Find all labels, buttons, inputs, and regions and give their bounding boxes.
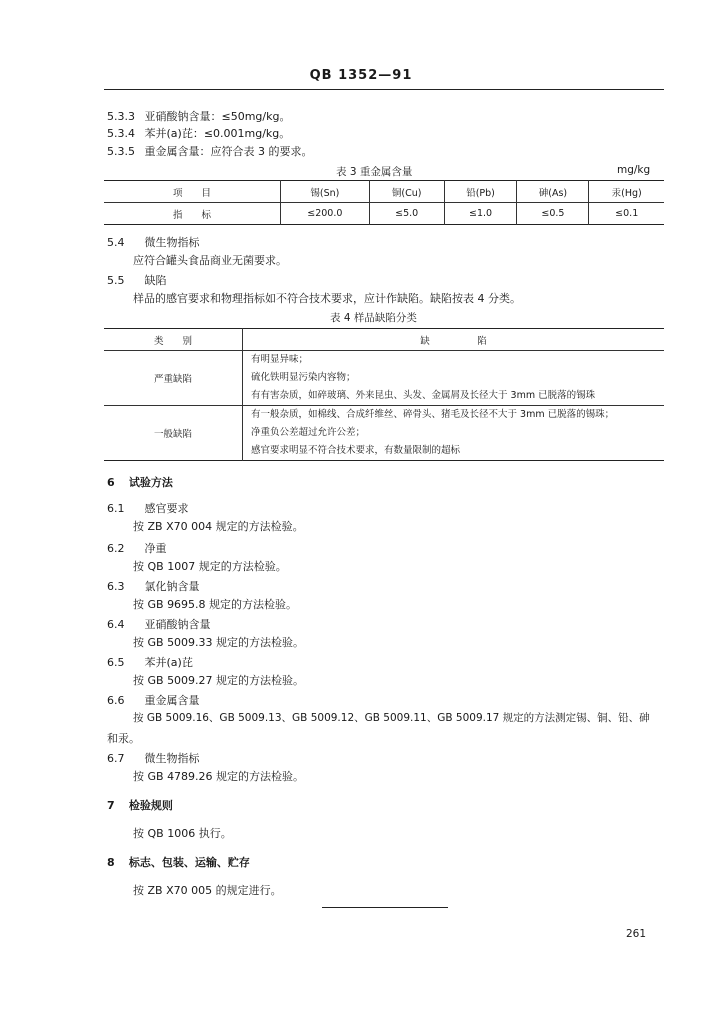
clause-title: 净重 <box>144 542 167 555</box>
category-cell: 一般缺陷 <box>104 406 243 461</box>
clause-5-3-4 <box>107 125 290 141</box>
header-cell: 铅(Pb) <box>444 181 517 203</box>
clause-6-4 <box>107 616 211 632</box>
defect-item: 有明显异味； <box>251 354 309 365</box>
defect-item: 有有害杂质，如碎玻璃、外来昆虫、头发、金属屑及长径大于 3mm 已脱落的锡珠 <box>251 390 596 401</box>
clause-5-3-3 <box>107 108 290 124</box>
defect-item: 有一般杂质，如棉线、合成纤维丝、碎骨头、猪毛及长径不大于 3mm 已脱落的锡珠； <box>251 409 615 420</box>
table-3-unit: mg/kg <box>617 164 651 176</box>
table-cell: 指 标 <box>104 203 281 225</box>
clause-6-3-text: 按 GB 9695.8 规定的方法检验。 <box>133 598 298 611</box>
section-7-text: 按 QB 1006 执行。 <box>133 827 232 840</box>
clause-title: 苯并(a)芘 <box>144 656 193 669</box>
header-rule <box>104 89 664 90</box>
clause-6-2-text: 按 QB 1007 规定的方法检验。 <box>133 560 287 573</box>
table-cell: ≤0.1 <box>589 203 664 225</box>
table-row <box>104 203 664 225</box>
header-cell: 铜(Cu) <box>369 181 444 203</box>
clause-6-1-text: 按 ZB X70 004 规定的方法检验。 <box>133 520 304 533</box>
clause-6-6-text-line2: 和汞。 <box>107 732 140 745</box>
clause-number: 5.3.3 <box>107 110 135 123</box>
clause-text: 重金属含量：应符合表 3 的要求。 <box>144 145 313 158</box>
clause-number: 6.3 <box>107 580 125 593</box>
clause-text: 苯并(a)芘：≤0.001mg/kg。 <box>144 127 291 140</box>
clause-number: 6.5 <box>107 656 125 669</box>
table-cell: ≤1.0 <box>444 203 517 225</box>
clause-number: 5.3.4 <box>107 127 135 140</box>
clause-6-5-text: 按 GB 5009.27 规定的方法检验。 <box>133 674 305 687</box>
section-number: 7 <box>107 799 115 812</box>
clause-6-4-text: 按 GB 5009.33 规定的方法检验。 <box>133 636 305 649</box>
header-cell: 类 别 <box>153 335 192 347</box>
clause-6-3 <box>107 578 200 594</box>
defect-item: 感官要求明显不符合技术要求，有数量限制的超标 <box>251 445 461 456</box>
clause-number: 6.1 <box>107 502 125 515</box>
header-cell: 砷(As) <box>517 181 589 203</box>
header-cell: 汞(Hg) <box>589 181 664 203</box>
clause-title: 微生物指标 <box>144 752 200 765</box>
defect-items-cell <box>243 406 665 461</box>
clause-number: 6.2 <box>107 542 125 555</box>
clause-6-7-text: 按 GB 4789.26 规定的方法检验。 <box>133 770 305 783</box>
header-cell: 缺 陷 <box>243 329 665 351</box>
header-cell: 锡(Sn) <box>281 181 370 203</box>
clause-5-5 <box>107 272 167 288</box>
clause-number: 5.5 <box>107 274 125 287</box>
clause-number: 5.3.5 <box>107 145 135 158</box>
section-title: 试验方法 <box>128 476 173 489</box>
table-3-heavy-metals <box>104 180 664 225</box>
page-number: 261 <box>626 928 647 940</box>
section-7 <box>107 797 173 813</box>
defect-item: 硫化铁明显污染内容物； <box>251 372 356 383</box>
clause-6-1 <box>107 500 189 516</box>
standard-number-header: QB 1352—91 <box>309 68 413 83</box>
section-8 <box>107 854 250 870</box>
clause-6-5 <box>107 654 193 670</box>
header-cell: 项 目 <box>172 187 211 199</box>
table-row <box>104 351 664 406</box>
section-title: 标志、包装、运输、贮存 <box>128 856 250 869</box>
table-cell: ≤5.0 <box>369 203 444 225</box>
clause-5-3-5 <box>107 143 313 159</box>
clause-title: 感官要求 <box>144 502 189 515</box>
clause-6-2 <box>107 540 167 556</box>
clause-title: 缺陷 <box>144 274 167 287</box>
clause-5-4-text: 应符合罐头食品商业无菌要求。 <box>133 254 287 267</box>
table-3-caption: 表 3 重金属含量 <box>336 166 413 178</box>
clause-text: 亚硝酸钠含量：≤50mg/kg。 <box>144 110 291 123</box>
table-cell: ≤200.0 <box>281 203 370 225</box>
clause-number: 6.4 <box>107 618 125 631</box>
table-4-caption: 表 4 样品缺陷分类 <box>330 312 417 324</box>
table-header-row <box>104 181 664 203</box>
table-header-row <box>104 329 664 351</box>
clause-title: 亚硝酸钠含量 <box>144 618 211 631</box>
section-number: 8 <box>107 856 115 869</box>
section-number: 6 <box>107 476 115 489</box>
table-row <box>104 406 664 461</box>
defect-item: 净重负公差超过允许公差； <box>251 427 366 438</box>
category-cell: 严重缺陷 <box>104 351 243 406</box>
clause-title: 重金属含量 <box>144 694 200 707</box>
clause-6-7 <box>107 750 200 766</box>
clause-number: 5.4 <box>107 236 125 249</box>
defect-items-cell <box>243 351 665 406</box>
clause-5-4 <box>107 234 200 250</box>
section-8-text: 按 ZB X70 005 的规定进行。 <box>133 884 282 897</box>
clause-title: 氯化钠含量 <box>144 580 200 593</box>
clause-title: 微生物指标 <box>144 236 200 249</box>
clause-number: 6.7 <box>107 752 125 765</box>
section-6 <box>107 474 173 490</box>
end-rule <box>322 907 448 908</box>
table-4-defects <box>104 328 664 461</box>
section-title: 检验规则 <box>128 799 173 812</box>
clause-6-6 <box>107 692 200 708</box>
table-cell: ≤0.5 <box>517 203 589 225</box>
clause-5-5-text: 样品的感官要求和物理指标如不符合技术要求，应计作缺陷。缺陷按表 4 分类。 <box>133 292 521 305</box>
clause-number: 6.6 <box>107 694 125 707</box>
clause-6-6-text-line1: 按 GB 5009.16、GB 5009.13、GB 5009.12、GB 5009.11、GB 5009.17 规定的方法测定锡、铜、铅、砷 <box>133 712 650 724</box>
